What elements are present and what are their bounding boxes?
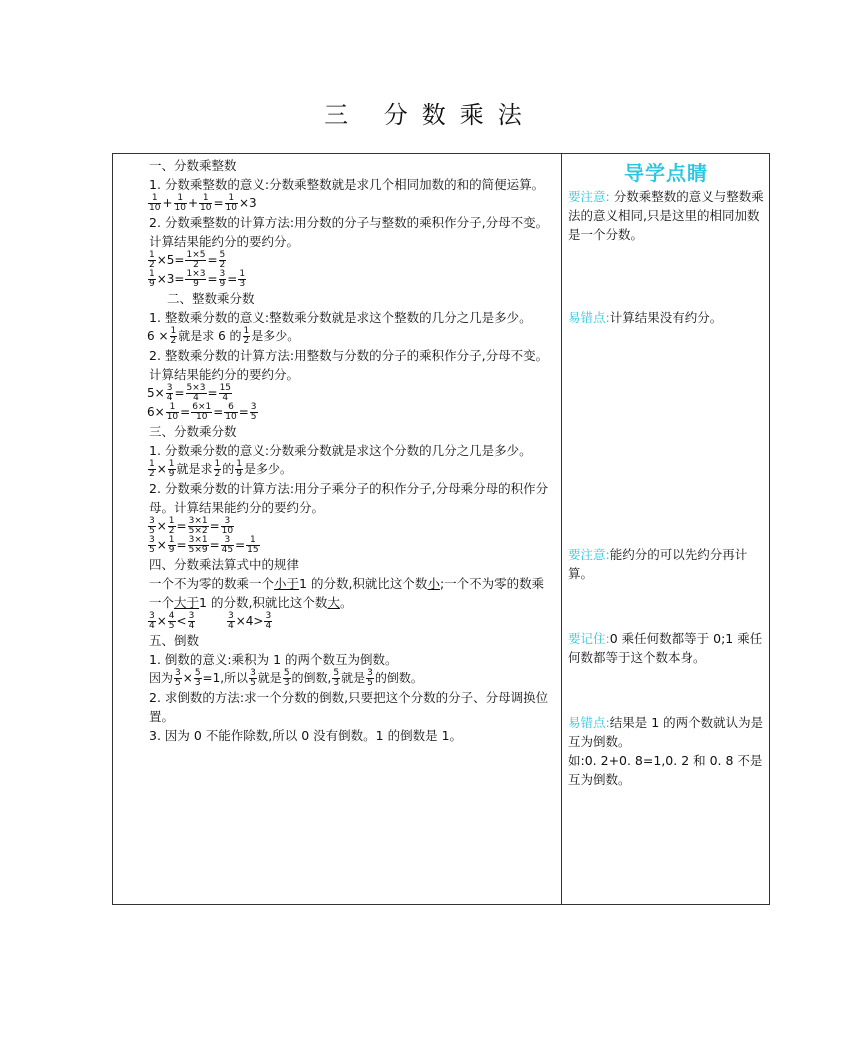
section-heading-2: 二、整数乘分数 xyxy=(167,291,255,306)
note-tag: 要注意: xyxy=(568,189,610,204)
guide-note: 易错点:计算结果没有约分。 xyxy=(568,310,723,325)
guide-note: 易错点:结果是 1 的两个数就认为是互为倒数。 xyxy=(568,715,764,749)
section-heading-1: 一、分数乘整数 xyxy=(149,158,237,173)
guide-note: 要记住:0 乘任何数都等于 0;1 乘任何数都等于这个数本身。 xyxy=(568,631,763,665)
paragraph: 3. 因为 0 不能作除数,所以 0 没有倒数。1 的倒数是 1。 xyxy=(149,728,463,743)
equation: $\frac{1}{10}$ + $\frac{1}{10}$ + $\frac{1}{10}$ = $\frac{1}{10}$ ×3 xyxy=(149,193,257,213)
note-tag: 易错点: xyxy=(568,715,610,730)
equation: 6 × $\frac{1}{2}$ 就是求 6 的 $\frac{1}{2}$ 是多少。 xyxy=(147,326,300,346)
section-heading-4: 四、分数乘法算式中的规律 xyxy=(149,557,300,572)
equation: $\frac{3}{5}$ × $\frac{1}{9}$ = $\frac{3\times 1}{5\times 9}$ = $\frac{3}{45}$ = $\frac{1}{15}$ xyxy=(149,535,259,555)
note-tag: 易错点: xyxy=(568,310,610,325)
section-heading-3: 三、分数乘分数 xyxy=(149,424,237,439)
equation: 因为 $\frac{3}{5}$ × $\frac{5}{3}$ =1,所以 $\frac{3}{5}$ 就是 $\frac{5}{3}$ 的倒数, $\frac{5}{3}$ 就是 $\frac{3}{5}$ 的倒数。 xyxy=(149,668,423,688)
equation: $\frac{1}{2}$ × $\frac{1}{9}$ 就是求 $\frac{1}{2}$ 的 $\frac{1}{9}$ 是多少。 xyxy=(149,459,293,479)
paragraph: 1. 分数乘分数的意义:分数乘分数就是求这个分数的几分之几是多少。 xyxy=(149,443,532,458)
main-column xyxy=(119,156,555,745)
guide-column xyxy=(568,161,764,789)
equation: $\frac{1}{2}$ ×5= $\frac{1\times 5}{2}$ = $\frac{5}{2}$ xyxy=(149,250,226,270)
paragraph: 一个不为零的数乘一个小于1 的分数,积就比这个数小;一个不为零的数乘一个大于1 的分数,积就比这个数大。 xyxy=(149,576,545,610)
equation: 5× $\frac{3}{4}$ = $\frac{5\times 3}{4}$ = $\frac{15}{4}$ xyxy=(147,383,232,403)
section-heading-5: 五、倒数 xyxy=(149,633,200,648)
note-tag: 要记住: xyxy=(568,631,610,646)
guide-note: 要注意:能约分的可以先约分再计算。 xyxy=(568,547,748,581)
paragraph: 2. 分数乘分数的计算方法:用分子乘分子的积作分子,分母乘分母的积作分母。计算结果能约分的要约分。 xyxy=(149,481,549,515)
guide-note-example: 如:0. 2+0. 8=1,0. 2 和 0. 8 不是互为倒数。 xyxy=(568,753,763,787)
paragraph: 2. 求倒数的方法:求一个分数的倒数,只要把这个分数的分子、分母调换位置。 xyxy=(149,690,549,724)
guide-title: 导学点睛 xyxy=(624,161,708,185)
equation: $\frac{3}{4}$ × $\frac{4}{5}$ < $\frac{3}{4}$ $\frac{3}{4}$ ×4> $\frac{3}{4}$ xyxy=(149,611,272,631)
guide-note: 要注意: 分数乘整数的意义与整数乘法的意义相同,只是这里的相同加数是一个分数。 xyxy=(568,189,764,242)
page-title: 三 分数乘法 xyxy=(324,101,536,129)
paragraph: 2. 分数乘整数的计算方法:用分数的分子与整数的乘积作分子,分母不变。计算结果能约分的要约分。 xyxy=(149,215,549,249)
paragraph: 1. 分数乘整数的意义:分数乘整数就是求几个相同加数的和的简便运算。 xyxy=(149,177,545,192)
paragraph: 2. 整数乘分数的计算方法:用整数与分数的分子的乘积作分子,分母不变。计算结果能约分的要约分。 xyxy=(149,348,549,382)
note-tag: 要注意: xyxy=(568,547,610,562)
equation: 6× $\frac{1}{10}$ = $\frac{6\times 1}{10}$ = $\frac{6}{10}$ = $\frac{3}{5}$ xyxy=(147,402,257,422)
equation: $\frac{3}{5}$ × $\frac{1}{2}$ = $\frac{3\times 1}{5\times 2}$ = $\frac{3}{10}$ xyxy=(149,516,234,536)
paragraph: 1. 倒数的意义:乘积为 1 的两个数互为倒数。 xyxy=(149,652,398,667)
equation: $\frac{1}{9}$ ×3= $\frac{1\times 3}{9}$ = $\frac{3}{9}$ = $\frac{1}{3}$ xyxy=(149,269,246,289)
paragraph: 1. 整数乘分数的意义:整数乘分数就是求这个整数的几分之几是多少。 xyxy=(149,310,532,325)
content-table xyxy=(112,153,770,905)
column-divider xyxy=(561,154,562,904)
